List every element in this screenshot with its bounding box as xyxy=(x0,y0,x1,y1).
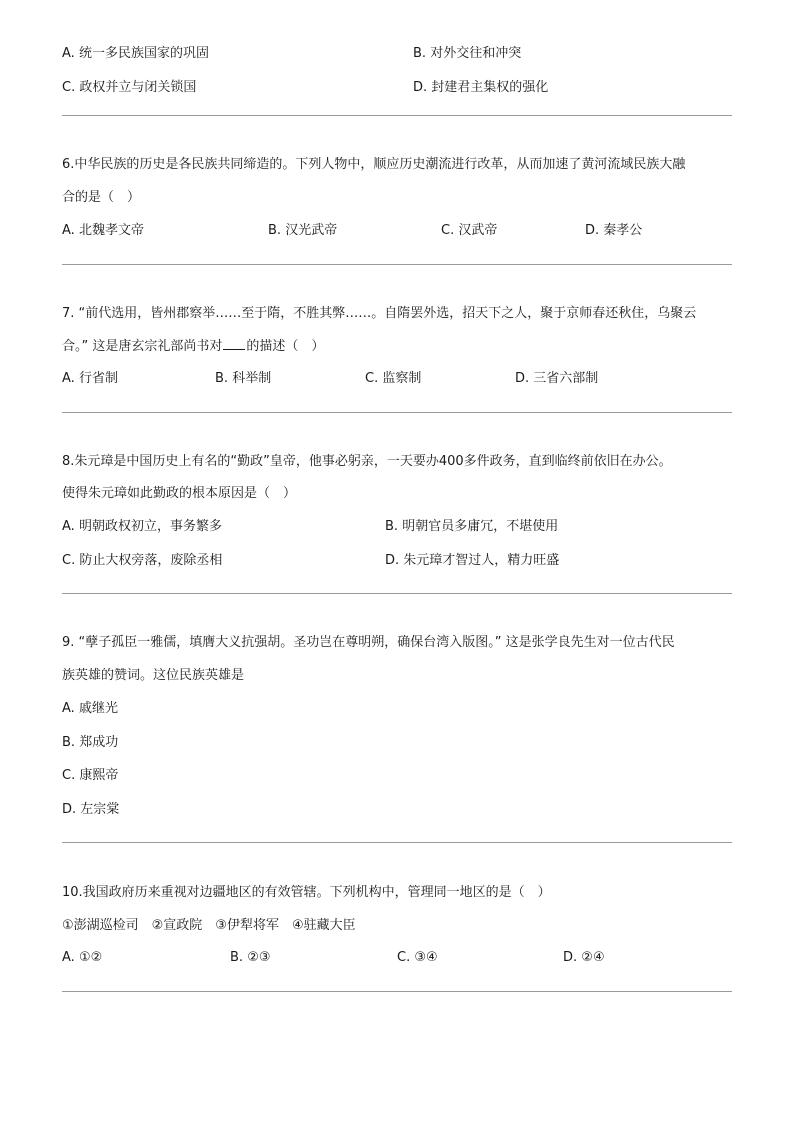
q6-stem-line2: 合的是（ ） xyxy=(62,190,141,205)
q7-option-d: D. 三省六部制 xyxy=(515,371,599,386)
q8-stem-line2: 使得朱元璋如此勤政的根本原因是（ ） xyxy=(62,486,297,501)
q6-option-c: C. 汉武帝 xyxy=(441,223,498,238)
q7-option-b: B. 科举制 xyxy=(215,371,272,386)
q7-option-c: C. 监察制 xyxy=(365,371,422,386)
q10-stem-line1: 10.我国政府历来重视对边疆地区的有效管辖。下列机构中，管理同一地区的是（ ） xyxy=(62,885,551,900)
q10-option-c: C. ③④ xyxy=(397,950,438,965)
q6-option-d: D. 秦孝公 xyxy=(585,223,643,238)
q7-stem-line1: 7. “前代选用，皆州郡察举……至于隋，不胜其弊……。自隋罢外选，招天下之人，聚于京师春还秋住，乌聚云 xyxy=(62,306,697,321)
q9-option-c: C. 康熙帝 xyxy=(62,768,119,783)
q9-stem-line2: 族英雄的赞词。这位民族英雄是 xyxy=(62,668,245,683)
divider xyxy=(62,593,732,594)
q10-items-line: ①澎湖巡检司 ②宣政院 ③伊犁将军 ④驻藏大臣 xyxy=(62,918,356,933)
q9-option-b: B. 郑成功 xyxy=(62,735,119,750)
q5-option-a: A. 统一多民族国家的巩固 xyxy=(62,46,209,61)
q7-stem-line2: 合。” 这是唐玄宗礼部尚书对 的描述（ ） xyxy=(62,339,325,354)
q8-option-d: D. 朱元璋才智过人，精力旺盛 xyxy=(385,553,560,568)
q6-option-b: B. 汉光武帝 xyxy=(268,223,338,238)
q8-option-b: B. 明朝官员多庸冗，不堪使用 xyxy=(385,519,559,534)
q5-option-c: C. 政权并立与闭关锁国 xyxy=(62,80,197,95)
divider xyxy=(62,412,732,413)
q8-option-a: A. 明朝政权初立，事务繁多 xyxy=(62,519,222,534)
q9-option-d: D. 左宗棠 xyxy=(62,802,120,817)
q6-stem-line1: 6.中华民族的历史是各民族共同缔造的。下列人物中，顺应历史潮流进行改革，从而加速了黄河流域民族大融 xyxy=(62,157,686,172)
divider xyxy=(62,115,732,116)
q9-option-a: A. 戚继光 xyxy=(62,701,118,716)
answer-blank xyxy=(223,337,245,350)
divider xyxy=(62,264,732,265)
divider xyxy=(62,842,732,843)
q7-option-a: A. 行省制 xyxy=(62,371,118,386)
q8-option-c: C. 防止大权旁落，废除丞相 xyxy=(62,553,223,568)
q9-stem-line1: 9. “孽子孤臣一雅儒，填膺大义抗强胡。圣功岂在尊明朔，确保台湾入版图。” 这是张学良先生对一位古代民 xyxy=(62,635,675,650)
q10-option-b: B. ②③ xyxy=(230,950,271,965)
q5-option-d: D. 封建君主集权的强化 xyxy=(413,80,549,95)
q8-stem-line1: 8.朱元璋是中国历史上有名的“勤政”皇帝，他事必躬亲，一天要办400多件政务，直到临终前依旧在办公。 xyxy=(62,454,672,469)
divider xyxy=(62,991,732,992)
q5-option-b: B. 对外交往和冲突 xyxy=(413,46,522,61)
q10-option-d: D. ②④ xyxy=(563,950,605,965)
q10-option-a: A. ①② xyxy=(62,950,103,965)
q6-option-a: A. 北魏孝文帝 xyxy=(62,223,144,238)
